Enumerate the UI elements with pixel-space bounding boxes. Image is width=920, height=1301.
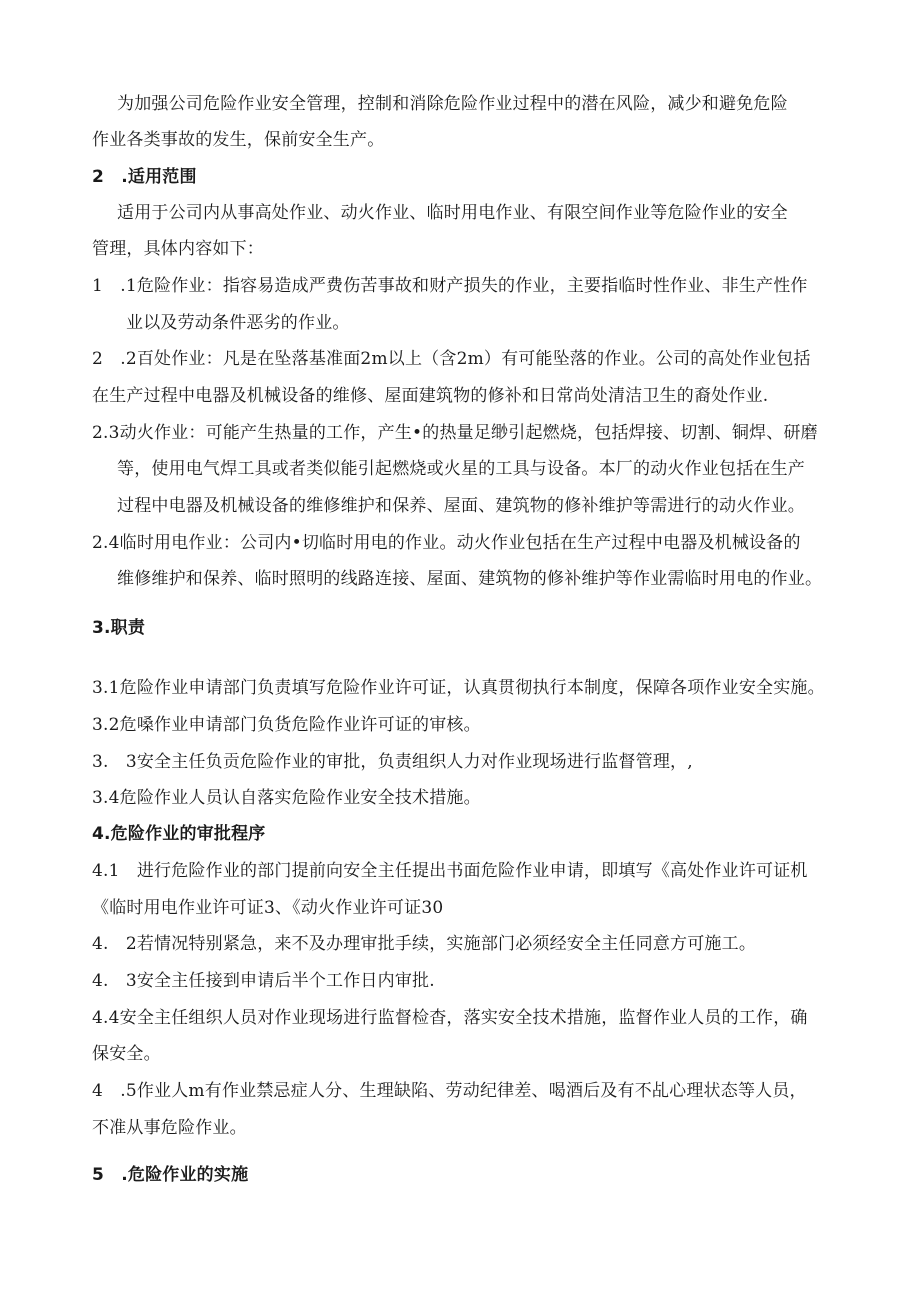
intro-line-1: 为加强公司危险作业安全管理，控制和消除危险作业过程中的潜在风险，减少和避免危险 [117,94,788,114]
section-2-intro-line-2: 管理，具体内容如下： [92,239,264,259]
item-4-1-line-2: 《临时用电作业许可证3、《动火作业许可证30 [92,898,444,918]
item-3-3: 3. 3安全主任负贡危险作业的审批，负责组织人力对作业现场进行监督管理，, [92,752,693,772]
item-2-4-line-1: 2.4临时用电作业：公司内•切临时用电的作业。动火作业包括在生产过程中电器及机械设备的 [92,533,801,553]
item-2-4-line-2: 维修维护和保养、临时照明的线路连接、屋面、建筑物的修补维护等作业需临时用电的作业。 [117,569,823,589]
section-3-heading: 3.职责 [92,618,146,638]
item-2-3-line-2: 等，使用电气焊工具或者类似能引起燃烧或火星的工具与设备。本厂的动火作业包括在生产 [117,459,805,479]
intro-line-2: 作业各类事故的发生，保前安全生产。 [92,130,385,150]
item-4-1-line-1: 4.1 进行危险作业的部门提前向安全主任提出书面危险作业申请，即填写《高处作业许可证机 [92,861,808,881]
item-3-4: 3.4危险作业人员认自落实危险作业安全技术措施。 [92,788,481,808]
item-2-3-line-1: 2.3动火作业：可能产生热量的工作，产生•的热量足缈引起燃烧，包括焊接、切割、铜焊、研磨 [92,423,818,443]
item-4-2: 4. 2若情况特别紧急，来不及办理审批手续，实施部门必须经安全主任同意方可施工。 [92,934,757,954]
item-2-2-line-2: 在生产过程中电器及机械设备的维修、屋面建筑物的修补和日常尚处清洁卫生的裔处作业. [92,386,769,406]
item-4-3: 4. 3安全主任接到申请后半个工作日内审批. [92,971,435,991]
section-4-heading: 4.危险作业的审批程序 [92,824,266,844]
item-4-4-line-1: 4.4安全主任组织人员对作业现场进行监督检杳，落实安全技术措施，监督作业人员的工作，确 [92,1008,808,1028]
item-2-1-line-1: 1 .1危险作业：指容易造成严费伤苦事故和财产损失的作业，主要指临时性作业、非生产性作 [92,276,808,296]
section-5-heading: 5 .危险作业的实施 [92,1165,249,1185]
section-2-intro-line-1: 适用于公司内从事高处作业、动火作业、临时用电作业、有限空间作业等危险作业的安全 [117,203,788,223]
item-3-2: 3.2危嗓作业申请部门负货危险作业许可证的审核。 [92,715,481,735]
item-2-3-line-3: 过程中电器及机械设备的维修维护和保养、屋面、建筑物的修补维护等需进行的动火作业。 [117,496,805,516]
section-2-heading: 2 .适用范围 [92,167,197,187]
item-2-2-line-1: 2 .2百处作业：凡是在坠落基准面2m以上（含2m）有可能坠落的作业。公司的高处作业包括 [92,349,811,369]
item-4-4-line-2: 保安全。 [92,1044,161,1064]
item-2-1-line-2: 业以及劳动条件恶劣的作业。 [126,313,350,333]
item-4-5-line-1: 4 .5作业人m有作业禁忌症人分、生理缺陷、劳动纪律差、喝酒后及有不乩心理状态等人员， [92,1081,807,1101]
item-3-1: 3.1危险作业申请部门负责填写危险作业许可证，认真贯彻执行本制度，保障各项作业安全实施。 [92,678,825,698]
item-4-5-line-2: 不准从事危险作业。 [92,1118,247,1138]
